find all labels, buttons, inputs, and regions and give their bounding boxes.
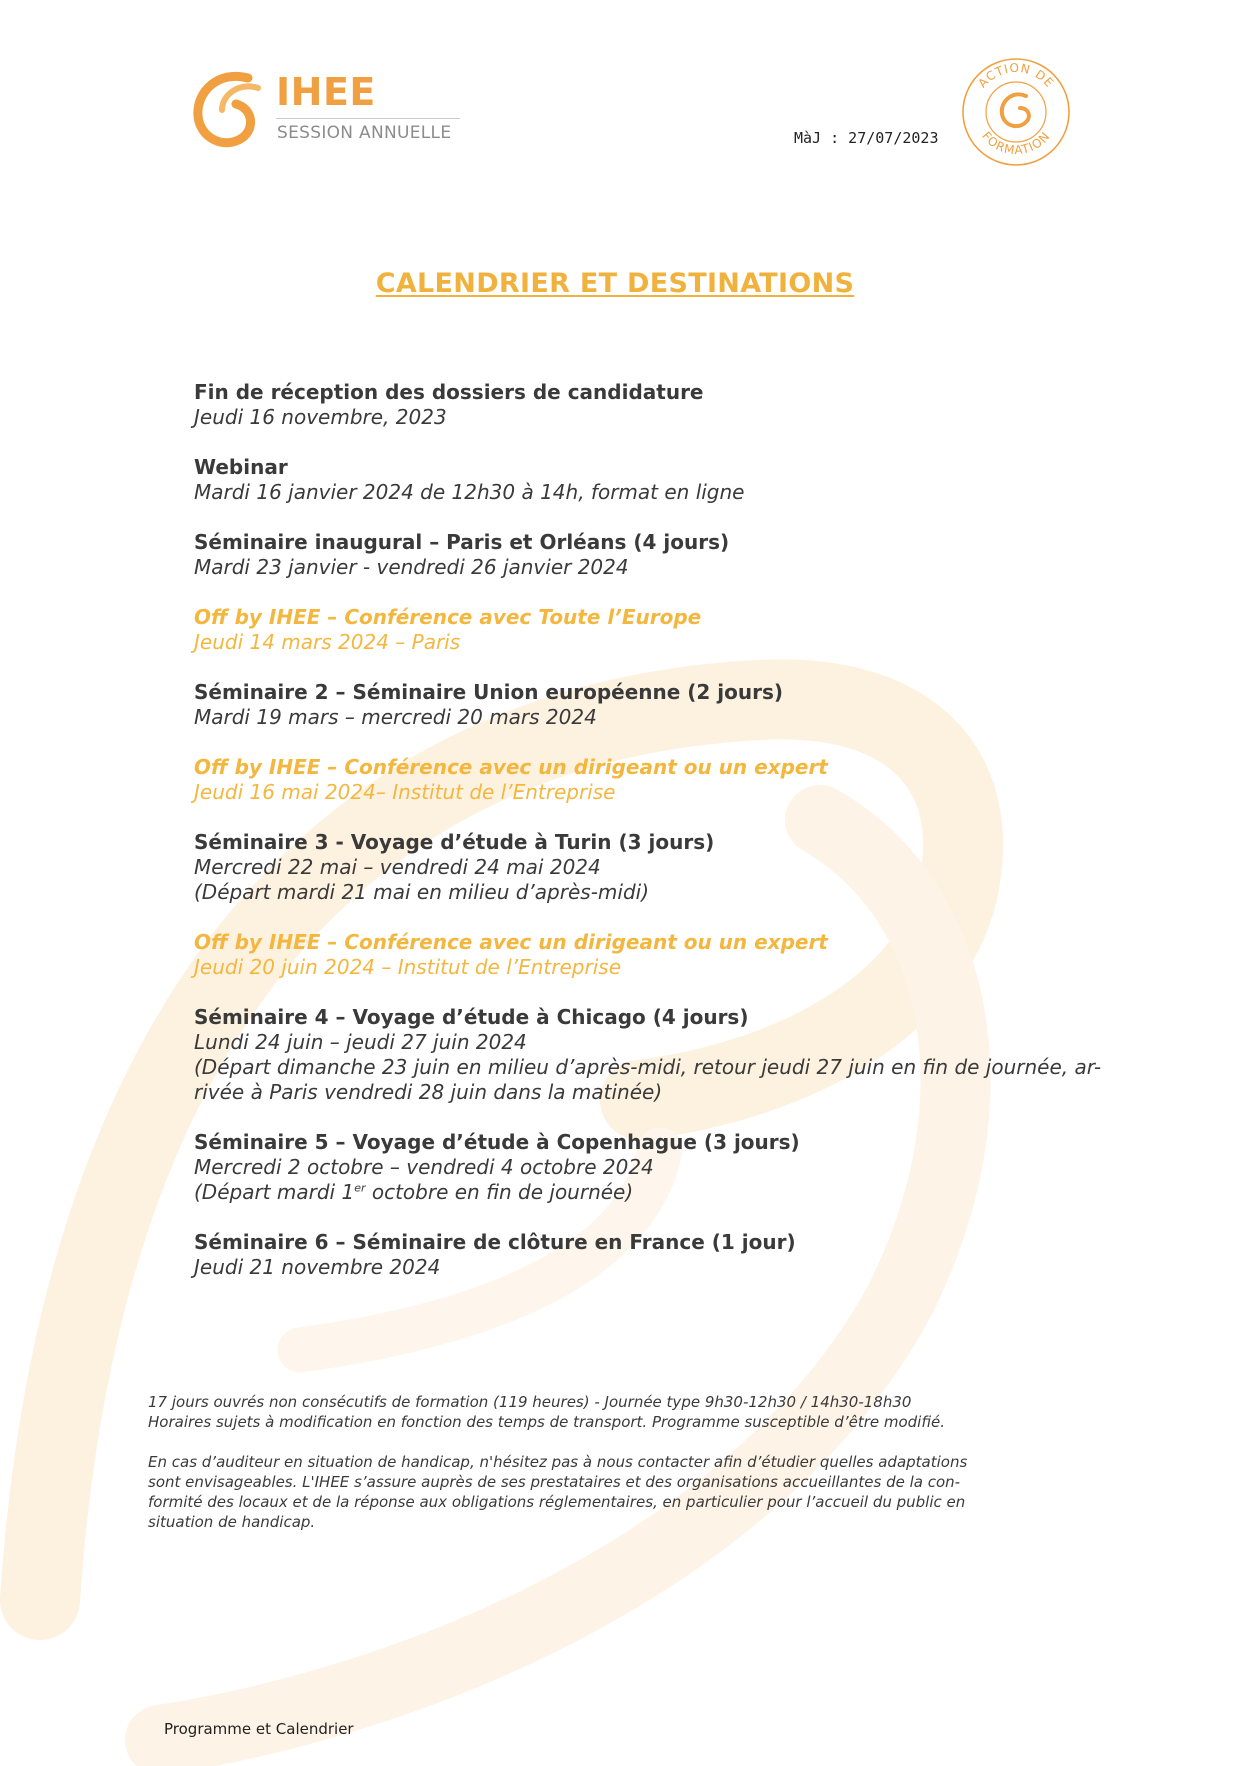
ihee-swirl-logo-icon [188, 64, 274, 154]
ihee-swirl-icon [1002, 94, 1029, 126]
event-detail: (Départ mardi 21 mai en milieu d’après-midi) [194, 880, 649, 904]
event-item [194, 455, 1194, 505]
event-list [194, 380, 1194, 1305]
event-detail: Mardi 16 janvier 2024 de 12h30 à 14h, format en ligne [194, 480, 745, 504]
event-title: Séminaire inaugural – Paris et Orléans (4 jours) [194, 530, 730, 554]
event-detail: Jeudi 14 mars 2024 – Paris [194, 630, 461, 654]
event-title: Off by IHEE – Conférence avec un dirigeant ou un expert [194, 930, 828, 954]
event-title: Séminaire 6 – Séminaire de clôture en France (1 jour) [194, 1230, 796, 1254]
logo-name: IHEE [276, 70, 376, 114]
event-detail-text: octobre en fin de journée) [365, 1180, 634, 1204]
ordinal-suffix: er [354, 1181, 366, 1195]
event-detail: Jeudi 16 mai 2024– Institut de l’Entreprise [194, 780, 616, 804]
update-date: MàJ : 27/07/2023 [794, 129, 939, 147]
event-detail: Mercredi 2 octobre – vendredi 4 octobre 2024 [194, 1155, 654, 1179]
event-title: Webinar [194, 455, 288, 479]
event-title: Fin de réception des dossiers de candidature [194, 380, 704, 404]
svg-text:FORMATION [979, 129, 1053, 157]
note-line: 17 jours ouvrés non consécutifs de formation (119 heures) - Journée type 9h30-12h30 / 14h30-18h30 [148, 1393, 912, 1411]
page-footer: Programme et Calendrier [164, 1720, 354, 1738]
note-line: formité des locaux et de la réponse aux obligations réglementaires, en particulier pour l’accueil du public en [148, 1493, 966, 1511]
event-item [194, 1230, 1194, 1280]
note-line: sont envisageables. L'IHEE s’assure auprès de ses prestataires et des organisations accueillantes de la con- [148, 1473, 961, 1491]
event-item [194, 830, 1194, 905]
event-item [194, 1005, 1194, 1105]
event-detail [194, 1180, 1194, 1205]
event-title: Séminaire 5 – Voyage d’étude à Copenhague (3 jours) [194, 1130, 800, 1154]
logo-subtitle: SESSION ANNUELLE [277, 123, 452, 143]
event-detail: Mardi 19 mars – mercredi 20 mars 2024 [194, 705, 597, 729]
event-detail: Mercredi 22 mai – vendredi 24 mai 2024 [194, 855, 601, 879]
event-title: Off by IHEE – Conférence avec un dirigeant ou un expert [194, 755, 828, 779]
event-item [194, 755, 1194, 805]
event-item [194, 930, 1194, 980]
event-detail: Jeudi 16 novembre, 2023 [194, 405, 447, 429]
event-detail: Mardi 23 janvier - vendredi 26 janvier 2024 [194, 555, 629, 579]
event-title: Séminaire 4 – Voyage d’étude à Chicago (4 jours) [194, 1005, 749, 1029]
logo-divider [276, 118, 460, 119]
stamp-text-bottom: FORMATION [979, 128, 1053, 158]
event-detail: Lundi 24 juin – jeudi 27 juin 2024 [194, 1030, 527, 1054]
event-detail: Jeudi 20 juin 2024 – Institut de l’Entreprise [194, 955, 621, 979]
svg-text:ACTION DE [975, 61, 1056, 91]
event-item [194, 680, 1194, 730]
event-item [194, 1130, 1194, 1205]
handicap-note [148, 1452, 1078, 1532]
action-formation-stamp [960, 56, 1072, 168]
page-title: CALENDRIER ET DESTINATIONS [375, 268, 855, 299]
event-title: Off by IHEE – Conférence avec Toute l’Europe [194, 605, 702, 629]
training-hours-note [148, 1392, 1078, 1432]
note-line: Horaires sujets à modification en fonction des temps de transport. Programme susceptible d’être modifié. [148, 1413, 946, 1431]
note-line: situation de handicap. [148, 1513, 316, 1531]
event-detail: rivée à Paris vendredi 28 juin dans la matinée) [194, 1080, 663, 1104]
event-item [194, 605, 1194, 655]
event-title: Séminaire 3 - Voyage d’étude à Turin (3 jours) [194, 830, 715, 854]
event-detail-text: (Départ mardi 1 [194, 1180, 355, 1204]
stamp-text-top: ACTION DE [975, 60, 1057, 91]
ihee-logo [188, 64, 468, 154]
notes [148, 1392, 1078, 1552]
event-item [194, 380, 1194, 430]
event-detail: Jeudi 21 novembre 2024 [194, 1255, 441, 1279]
event-item [194, 530, 1194, 580]
event-detail: (Départ dimanche 23 juin en milieu d’après-midi, retour jeudi 27 juin en fin de journée, ar- [194, 1055, 1102, 1079]
note-line: En cas d’auditeur en situation de handicap, n'hésitez pas à nous contacter afin d’étudier quelles adaptations [148, 1453, 968, 1471]
event-title: Séminaire 2 – Séminaire Union européenne (2 jours) [194, 680, 784, 704]
